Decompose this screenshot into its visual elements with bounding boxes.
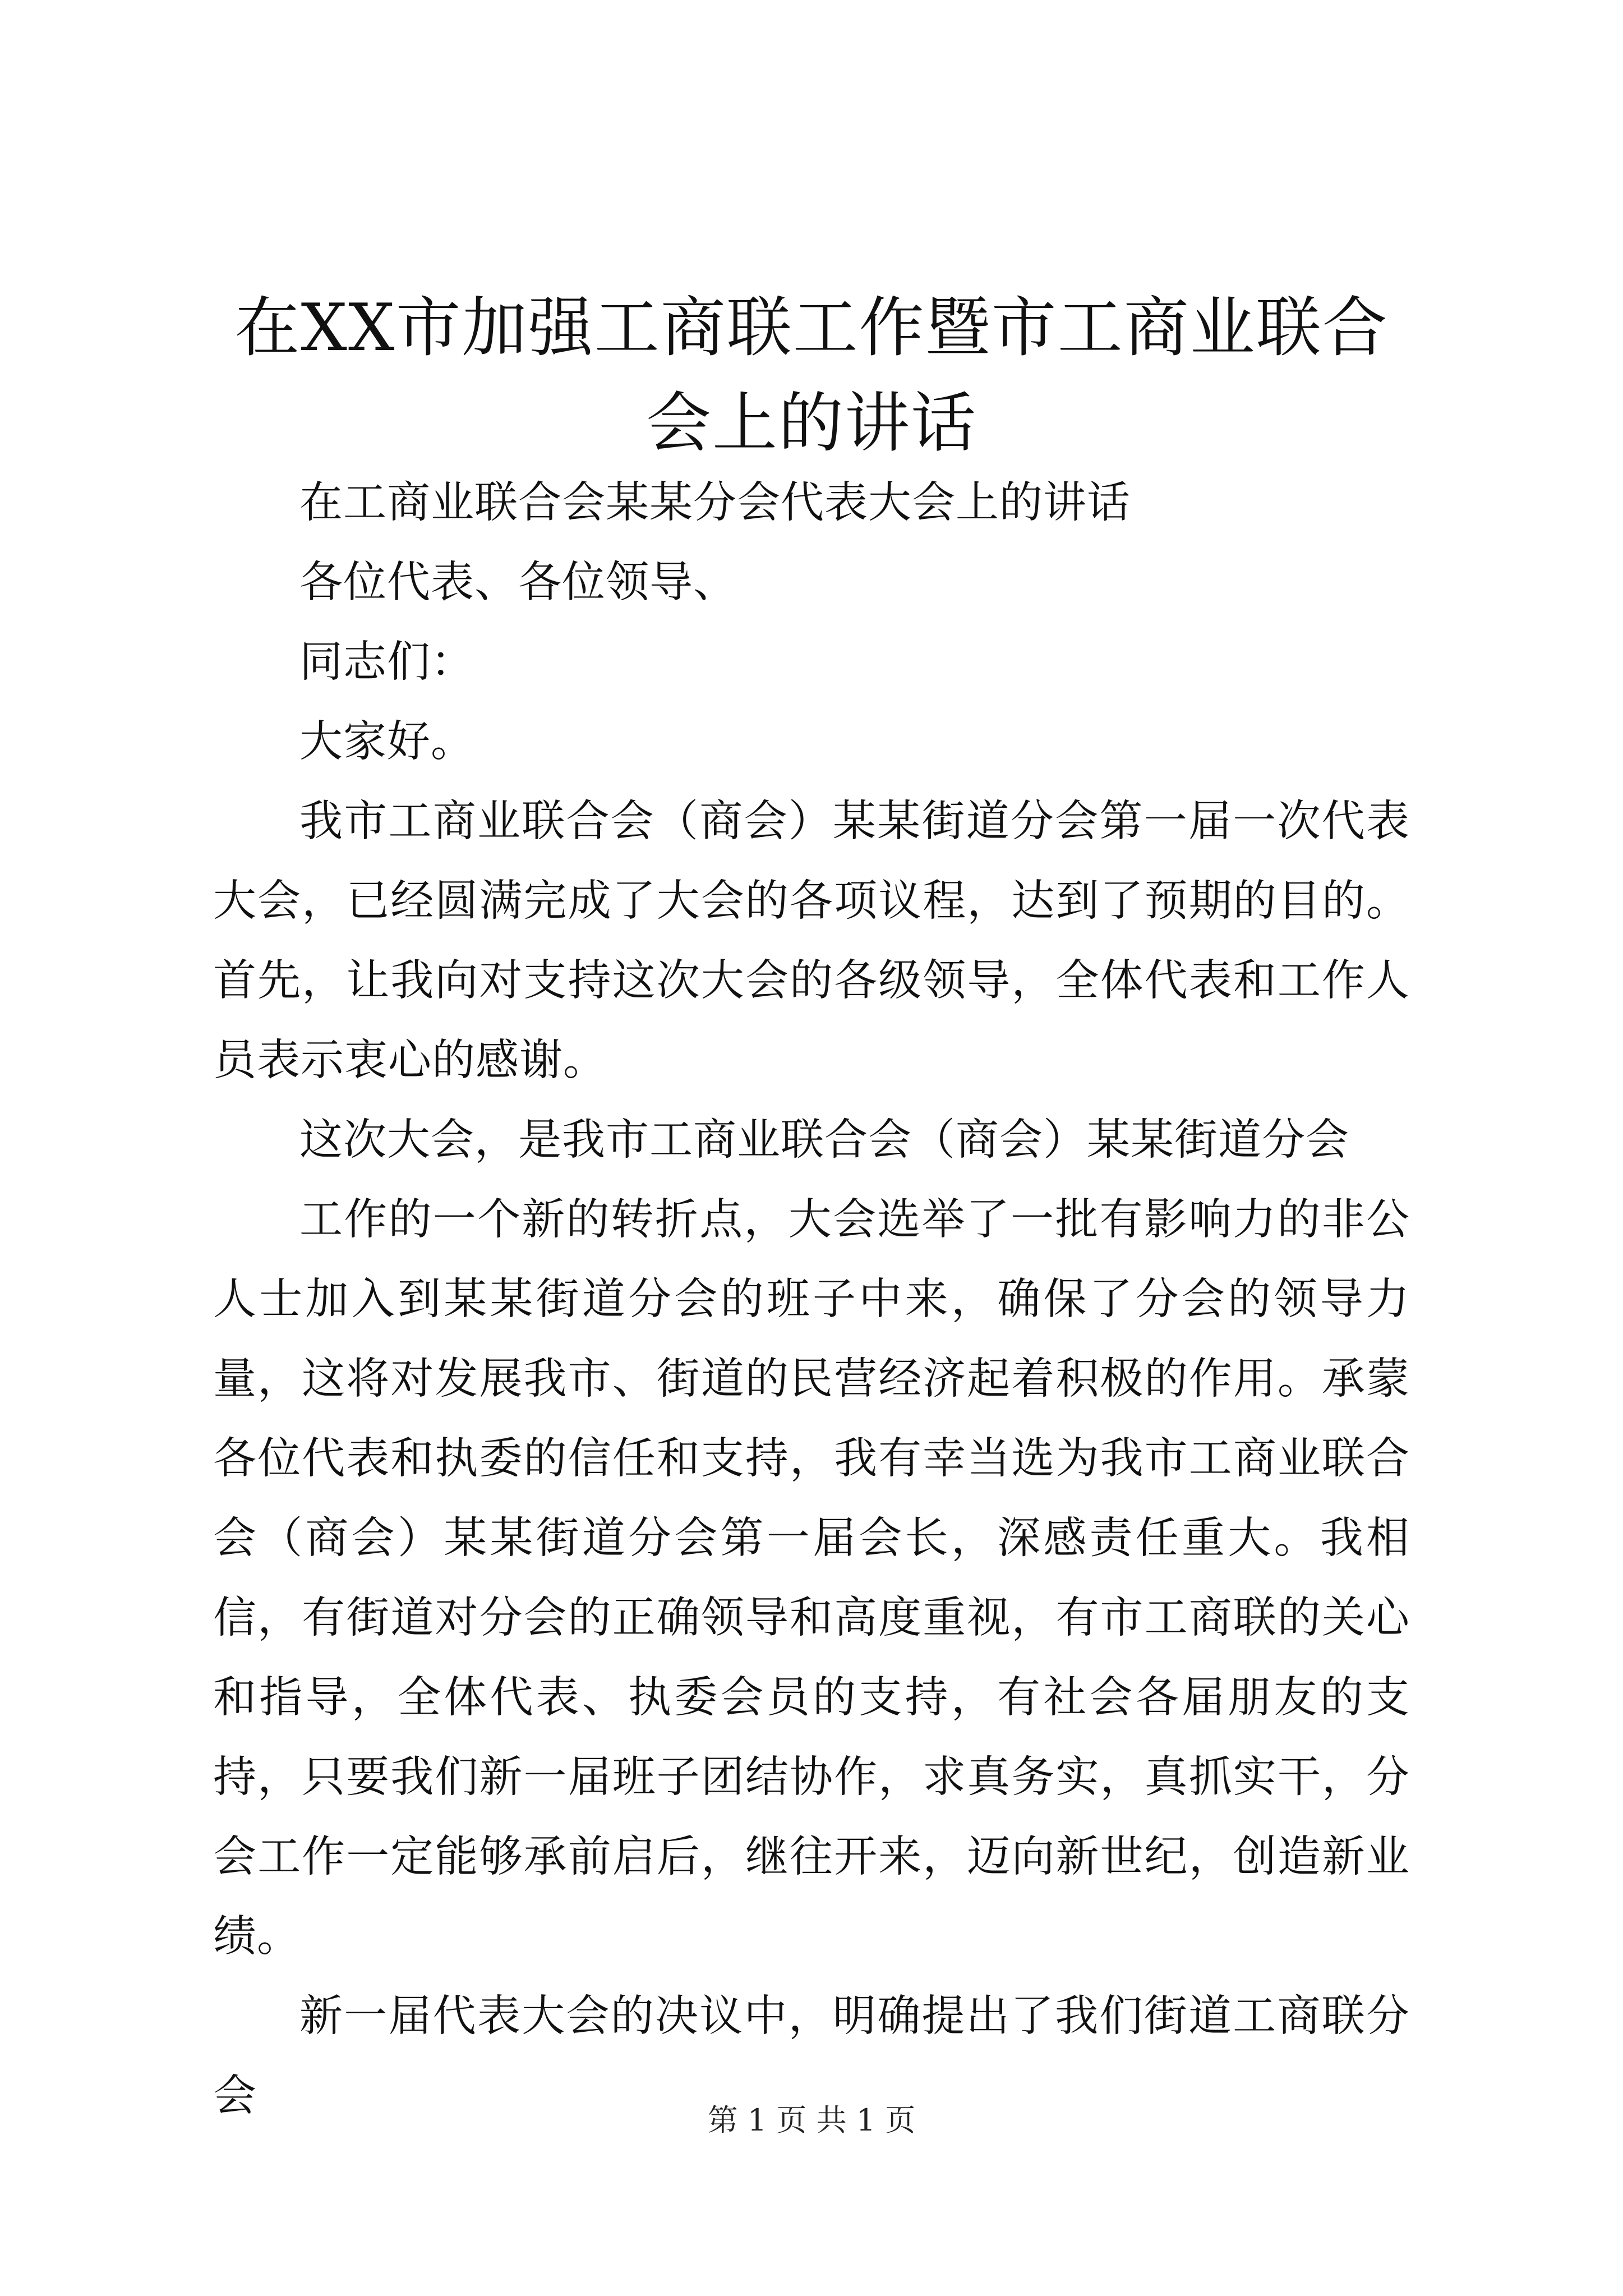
- paragraph-salutation-2: 同志们：: [299, 637, 474, 687]
- paragraph-body-2: 这次大会，是我市工商业联合会（商会）某某街道分会: [299, 1115, 1349, 1165]
- document-body: [213, 463, 1410, 2136]
- paragraph-subtitle: 在工商业联合会某某分会代表大会上的讲话: [299, 478, 1131, 528]
- paragraph-greeting: 大家好。: [299, 717, 474, 767]
- page-number-label: 第 1 页 共 1 页: [707, 2102, 916, 2138]
- page-footer: [0, 2101, 1623, 2140]
- document-title: 在XX市加强工商联工作暨市工商业联合会上的讲话: [234, 290, 1389, 461]
- paragraph-salutation-1: 各位代表、各位领导、: [299, 558, 737, 608]
- paragraph-body-1: 我市工商业联合会（商会）某某街道分会第一届一次代表大会，已经圆满完成了大会的各项议程，达到了预期的目的。首先，让我向对支持这次大会的各级领导，全体代表和工作人员表示衷心的感谢。: [213, 797, 1410, 1085]
- paragraph-body-4: 新一届代表大会的决议中，明确提出了我们街道工商联分会: [213, 1991, 1410, 2121]
- paragraph-body-3: 工作的一个新的转折点，大会选举了一批有影响力的非公人士加入到某某街道分会的班子中来，确保了分会的领导力量，这将对发展我市、街道的民营经济起着积极的作用。承蒙各位代表和执委的信任和支持，我有幸当选为我市工商业联合会（商会）某某街道分会第一届会长，深感责任重大。我相信，有街道对分会的正确领导和高度重视，有市工商联的关心和指导，全体代表、执委会员的支持，有社会各届朋友的支持，只要我们新一届班子团结协作，求真务实，真抓实干，分会工作一定能够承前启后，继往开来，迈向新世纪，创造新业绩。: [213, 1195, 1410, 1962]
